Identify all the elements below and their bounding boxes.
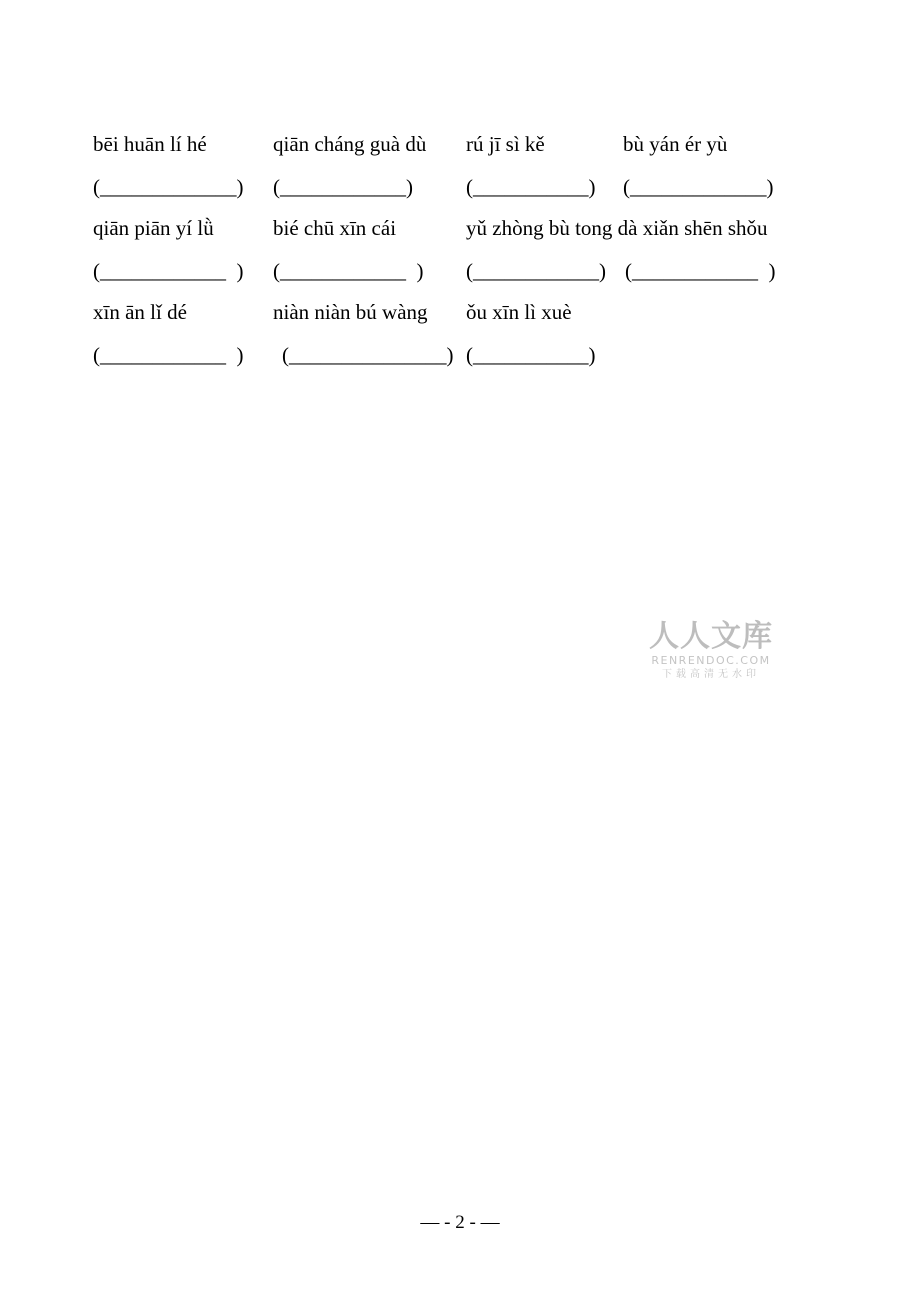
answer-blank[interactable]: (____________ )	[93, 343, 244, 367]
watermark-subtitle: 下载高清无水印	[662, 669, 760, 680]
watermark-title: 人人文库	[649, 619, 773, 654]
answer-blank[interactable]: (___________)	[466, 343, 596, 367]
pinyin-item: ǒu xīn lì xuè	[466, 300, 572, 324]
answer-blank[interactable]: (____________)	[466, 259, 606, 283]
page-number: — - 2 - —	[420, 1212, 500, 1233]
answer-blank[interactable]: (_____________)	[623, 175, 774, 199]
pinyin-item: qiān cháng guà dù	[273, 132, 427, 156]
pinyin-item: niàn niàn bú wàng	[273, 300, 428, 324]
watermark-logo	[646, 620, 776, 681]
answer-blank[interactable]: (____________ )	[625, 259, 776, 283]
pinyin-item: qiān piān yí lǜ	[93, 216, 214, 240]
pinyin-item: yǔ zhòng bù tong dà xiǎn shēn shǒu	[466, 216, 768, 240]
pinyin-item: rú jī sì kě	[466, 132, 545, 156]
answer-blank[interactable]: (_____________)	[93, 175, 244, 199]
pinyin-item: bù yán ér yù	[623, 132, 728, 156]
pinyin-item: bēi huān lí hé	[93, 132, 207, 156]
answer-blank[interactable]: (___________)	[466, 175, 596, 199]
pinyin-item: bié chū xīn cái	[273, 216, 397, 240]
answer-blank[interactable]: (____________)	[273, 175, 413, 199]
answer-blank[interactable]: (_______________)	[282, 343, 454, 367]
pinyin-item: xīn ān lǐ dé	[93, 300, 187, 324]
answer-blank[interactable]: (____________ )	[273, 259, 424, 283]
watermark-url: RENRENDOC.COM	[651, 654, 771, 667]
answer-blank[interactable]: (____________ )	[93, 259, 244, 283]
